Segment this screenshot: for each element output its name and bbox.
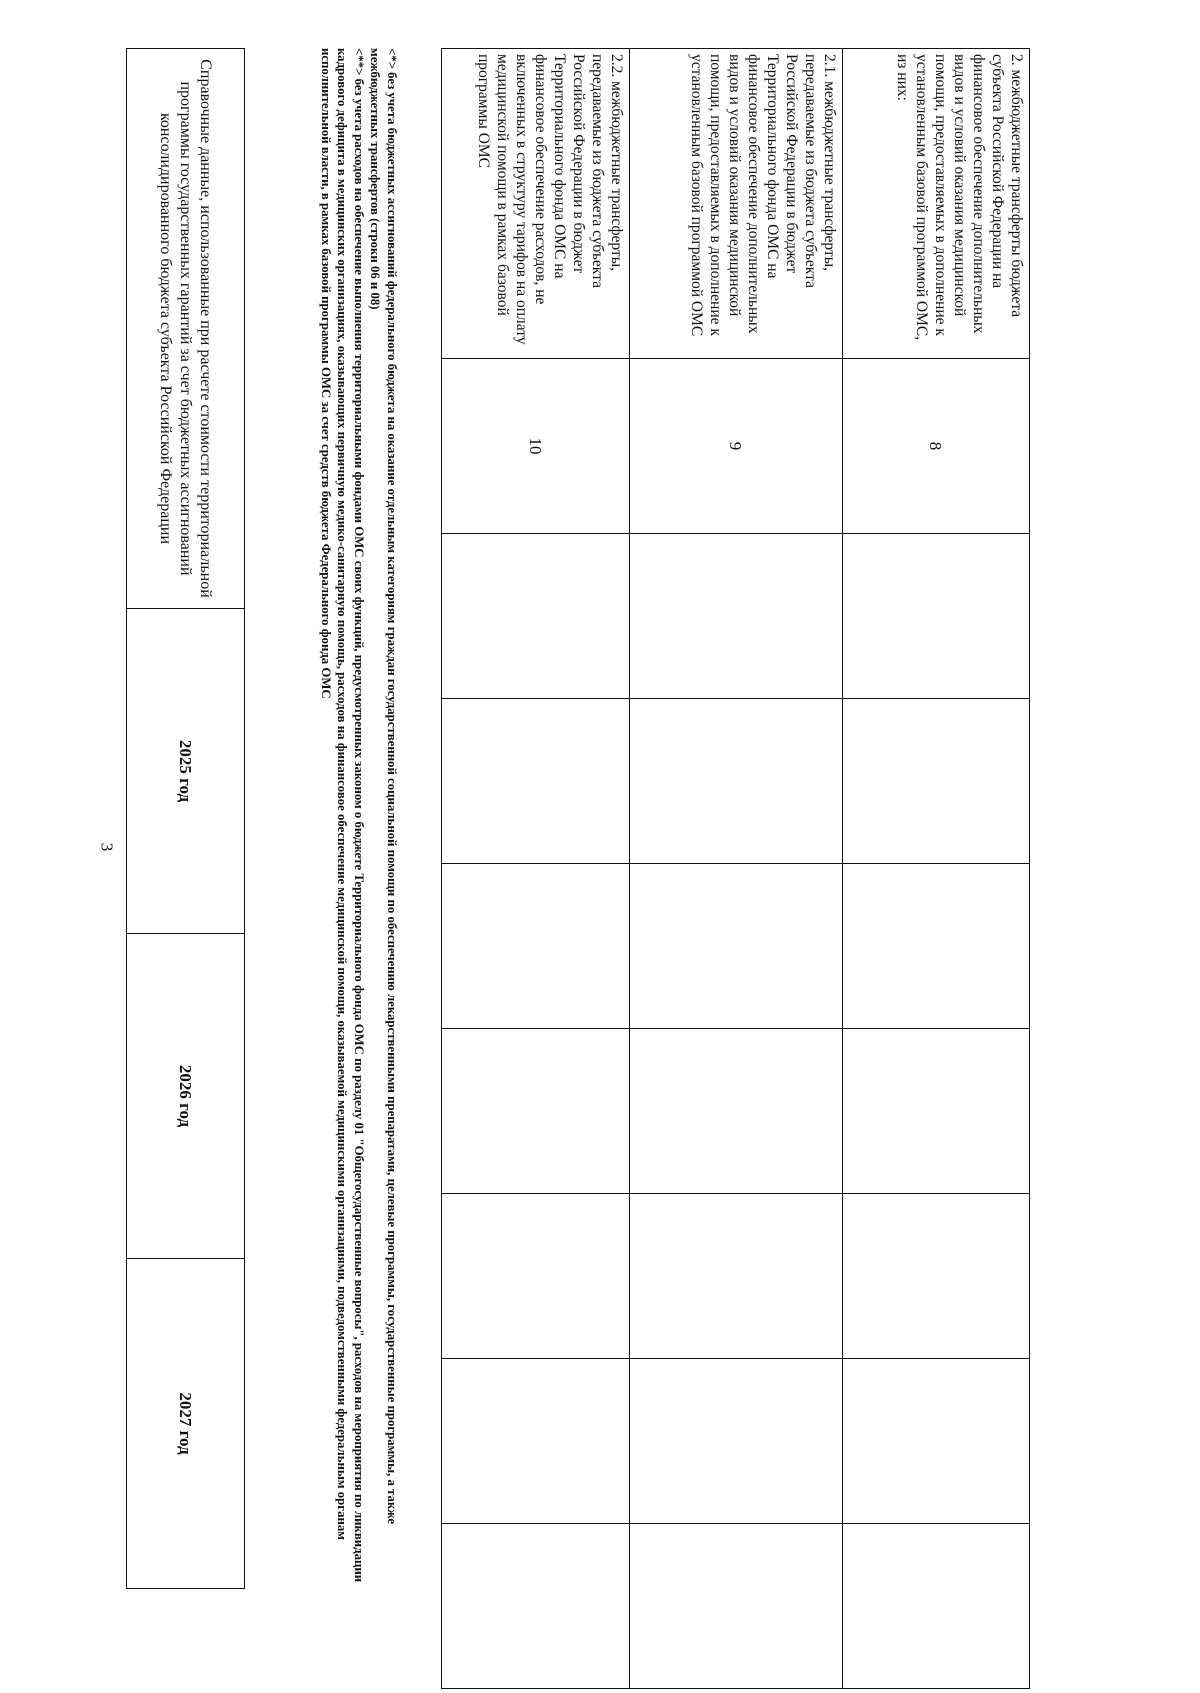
empty-cell	[843, 699, 1030, 864]
empty-cell	[630, 534, 843, 699]
financing-table	[441, 48, 1030, 1689]
table-row	[442, 49, 630, 1689]
table-row	[630, 49, 843, 1689]
line-number: 9	[630, 359, 843, 534]
empty-cell	[843, 1194, 1030, 1359]
empty-cell	[442, 534, 630, 699]
empty-cell	[630, 1029, 843, 1194]
row-label: 2.2. межбюджетные трансферты, передаваемые из бюджета субъекта Российской Федерации в бюджет Территориального фонда ОМС на финансовое обеспечение расходов, не включенных в структуру тарифов на оплату медицинской помощи в рамках базовой программы ОМС	[442, 49, 630, 359]
line-number: 8	[843, 359, 1030, 534]
year-2025: 2025 год	[127, 609, 245, 934]
footnotes	[317, 48, 400, 1588]
empty-cell	[442, 699, 630, 864]
empty-cell	[843, 864, 1030, 1029]
empty-cell	[630, 1524, 843, 1689]
line-number: 10	[442, 359, 630, 534]
empty-cell	[843, 1359, 1030, 1524]
empty-cell	[442, 1194, 630, 1359]
empty-cell	[442, 864, 630, 1029]
page-number-text: 3	[97, 842, 116, 851]
reference-label: Справочные данные, использованные при расчете стоимости территориальной программы государственных гарантий за счет бюджетных ассигнований консолидированного бюджета субъекта Российской Федерации	[127, 49, 245, 609]
empty-cell	[442, 1359, 630, 1524]
year-2026: 2026 год	[127, 934, 245, 1259]
empty-cell	[630, 1359, 843, 1524]
footnote-1: <*> без учета бюджетных ассигнований федерального бюджета на оказание отдельным категориям граждан государственной социальной помощи по обеспечению лекарственными препаратами, целевые программы, государственные программы, а также межбюджетных трансфертов (строки 06 и 08)	[368, 48, 399, 1525]
empty-cell	[630, 864, 843, 1029]
empty-cell	[442, 1029, 630, 1194]
row-label: 2. межбюджетные трансферты бюджета субъекта Российской Федерации на финансовое обеспечение дополнительных видов и условий оказания медицинской помощи, предоставляемых в дополнение к установленным базовой программой ОМС, из них:	[843, 49, 1030, 359]
empty-cell	[843, 534, 1030, 699]
year-2027: 2027 год	[127, 1259, 245, 1589]
row-label: 2.1. межбюджетные трансферты, передаваемые из бюджета субъекта Российской Федерации в бюджет Территориального фонда ОМС на финансовое обеспечение дополнительных видов и условий оказания медицинской помощи, предоставляемых в дополнение к установленным базовой программой ОМС	[630, 49, 843, 359]
empty-cell	[442, 1524, 630, 1689]
empty-cell	[843, 1524, 1030, 1689]
table-row	[843, 49, 1030, 1689]
footnote-2: <**> без учета расходов на обеспечение выполнения территориальными фондами ОМС своих функций, предусмотренных законом о бюджете Территориального фонда ОМС по разделу 01 "Общегосударственные вопросы", расходов на мероприятия по ликвидации кадрового дефицита в медицинских организациях, оказывающих первичную медико-санитарную помощь, расходов на финансовое обеспечение медицинской помощи, оказываемой медицинскими организациями, подведомственными федеральным органам исполнительной власти, в рамках базовой программы ОМС за счет средств бюджета Федерального фонда ОМС	[318, 48, 366, 1583]
table-row	[127, 49, 245, 1589]
empty-cell	[630, 1194, 843, 1359]
empty-cell	[630, 699, 843, 864]
empty-cell	[843, 1029, 1030, 1194]
reference-table	[126, 48, 245, 1589]
